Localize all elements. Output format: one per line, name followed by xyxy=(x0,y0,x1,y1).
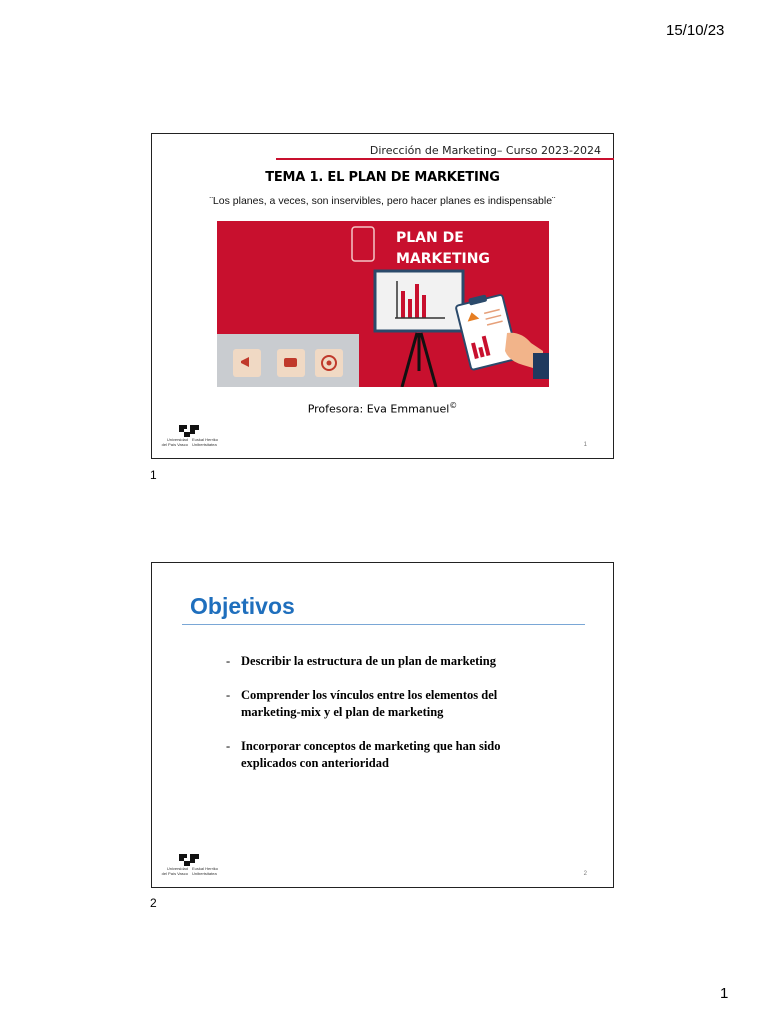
logo-text: Unibertsitatea xyxy=(192,870,217,876)
list-item xyxy=(226,687,556,721)
page-date: 15/10/23 xyxy=(666,22,725,39)
bullet-dash: - xyxy=(226,688,231,702)
logo-text: del País Vasco xyxy=(161,441,188,447)
slide-quote: ¨Los planes, a veces, son inservibles, pero hacer planes es indispensable¨ xyxy=(209,195,556,207)
logo-text: Euskal Herriko xyxy=(192,437,219,442)
header-rule xyxy=(276,158,614,160)
teacher-name xyxy=(152,401,613,416)
chat-icon xyxy=(284,358,297,367)
slide-title: Objetivos xyxy=(190,593,295,619)
title-rule xyxy=(182,624,585,625)
objectives-list xyxy=(226,653,556,789)
objective-text: Comprender los vínculos entre los elementos del marketing-mix y el plan de marketing xyxy=(241,688,498,719)
slide-caption-2: 2 xyxy=(150,896,157,910)
ehu-logo-icon xyxy=(178,422,200,438)
slide-number: 1 xyxy=(583,442,587,448)
slide-2 xyxy=(151,562,614,888)
slide-number: 2 xyxy=(583,871,587,877)
copyright-mark: © xyxy=(449,401,458,410)
slide-1 xyxy=(151,133,614,459)
slide-title: TEMA 1. EL PLAN DE MARKETING xyxy=(265,170,500,185)
logo-text: Euskal Herriko xyxy=(192,866,219,871)
image-text-line2: MARKETING xyxy=(396,251,490,267)
logo-text: Universidad xyxy=(166,866,188,871)
university-logo xyxy=(158,422,222,450)
bullet-dash: - xyxy=(226,654,231,668)
logo-text: del País Vasco xyxy=(161,870,188,876)
image-text-line1: PLAN DE xyxy=(396,230,464,246)
list-item xyxy=(226,653,556,670)
teacher-text: Profesora: Eva Emmanuel xyxy=(307,402,450,416)
plan-de-marketing-image xyxy=(217,221,549,387)
page-number: 1 xyxy=(720,985,729,1002)
bullet-dash: - xyxy=(226,739,231,753)
logo-text: Unibertsitatea xyxy=(192,441,217,447)
slide-caption-1: 1 xyxy=(150,468,157,482)
university-logo xyxy=(158,851,222,879)
logo-text: Universidad xyxy=(166,437,188,442)
ehu-logo-icon xyxy=(178,851,200,867)
objective-text: Describir la estructura de un plan de marketing xyxy=(241,654,496,668)
course-header: Dirección de Marketing– Curso 2023-2024 xyxy=(369,144,601,157)
list-item xyxy=(226,738,556,772)
objective-text: Incorporar conceptos de marketing que han sido explicados con anterioridad xyxy=(241,739,501,770)
